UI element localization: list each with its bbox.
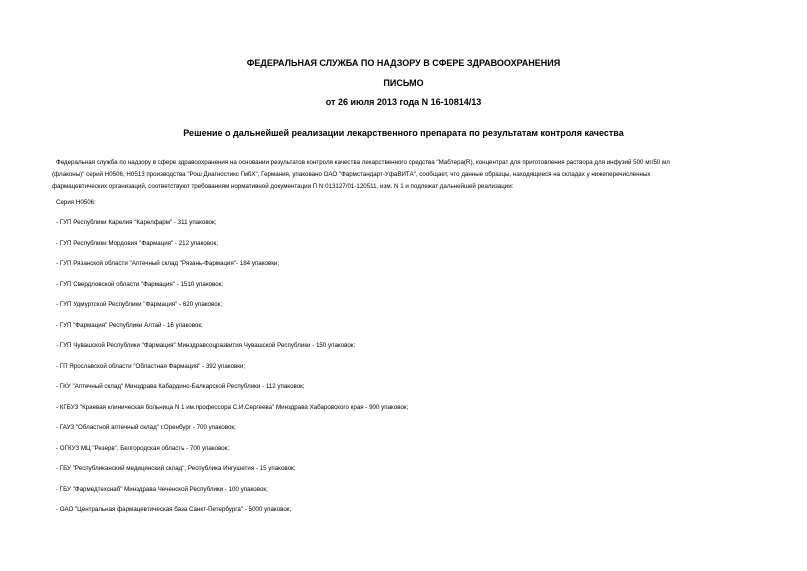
organization-list: [56, 218, 408, 526]
agency-heading: ФЕДЕРАЛЬНАЯ СЛУЖБА ПО НАДЗОРУ В СФЕРЕ ЗДРАВООХРАНЕНИЯ: [246, 58, 561, 68]
list-item: - ГУП Свердловской области "Фармация" - 1510 упаковок;: [56, 280, 224, 288]
list-item: - ГП Ярославской области "Областная Фармация" - 392 упаковки;: [56, 362, 246, 370]
list-item: - КГБУЗ "Краевая клиническая больница N 1 им.профессора С.И.Сергеева" Минздрава Хабаровского края - 900 упаковок;: [56, 403, 409, 411]
intro-line-3: фармацевтических организаций, соответствуют требованиям нормативной документации П N 013127/01-120511, изм. N 1 и подлежат дальнейшей реализации:: [52, 183, 514, 190]
intro-paragraph: [52, 157, 787, 193]
list-item: - ГУП Республики Карелия "Карелфарм" - 311 упаковок;: [56, 219, 217, 226]
intro-line-2: (флаконы)" серий Н0506, Н0513 производства "Рош Диагностикс ГмбХ", Германия, упаковано ОАО "Фармстандарт-УфаВИТА", сообщает, что данные образцы, находящиеся на складах у нижеперечисленных: [52, 171, 651, 178]
document-type-heading: ПИСЬМО: [383, 78, 424, 88]
document-date-heading: от 26 июля 2013 года N 16-10814/13: [325, 97, 482, 107]
list-item: - ГУП "Фармация" Республики Алтай - 16 упаковок;: [56, 321, 203, 329]
list-item: - ГУП Чувашской Республики "Фармация" Минздравсоцразвития Чувашской Республики - 150 упаковок;: [56, 342, 356, 349]
list-item: - ОГКУЗ МЦ "Резерв", Белгородская область - 700 упаковок;: [56, 444, 230, 452]
list-item: - ГБУ "Фармедтехснаб" Минздрава Чеченской Республики - 100 упаковок;: [56, 485, 268, 493]
list-item: - ГУП Республики Мордовия "Фармация" - 212 упаковок;: [56, 239, 218, 247]
list-item: - ГАУЗ "Областной аптечный склад" г.Оренбург - 700 упаковок;: [56, 424, 236, 431]
list-item: - ГКУ "Аптечный склад" Минздрава Кабардино-Балкарской Республики - 112 упаковок;: [56, 383, 305, 390]
list-item: - ГБУ "Республиканский медицинский склад", Республика Ингушетия - 15 упаковок;: [56, 465, 296, 472]
series-label: Серия Н0506:: [56, 199, 96, 206]
list-item: - ГУП Рязанской области "Аптечный склад "Рязань-Фармация"- 184 упаковки;: [56, 260, 280, 267]
list-item: - ОАО "Центральная фармацевтическая база Санкт-Петербурга" - 5000 упаковок;: [56, 506, 292, 513]
document-title: Решение о дальнейшей реализации лекарственного препарата по результатам контроля качества: [183, 128, 624, 138]
list-item: - ГУП Удмуртской Республики "Фармация" - 620 упаковок;: [56, 301, 223, 308]
intro-line-1: Федеральная служба по надзору в сфере здравоохранения на основании результатов контроля качества лекарственного средства "Мабтера(R), концентрат для приготовления раствора для инфузий 500 мг/50 мл: [56, 159, 670, 166]
